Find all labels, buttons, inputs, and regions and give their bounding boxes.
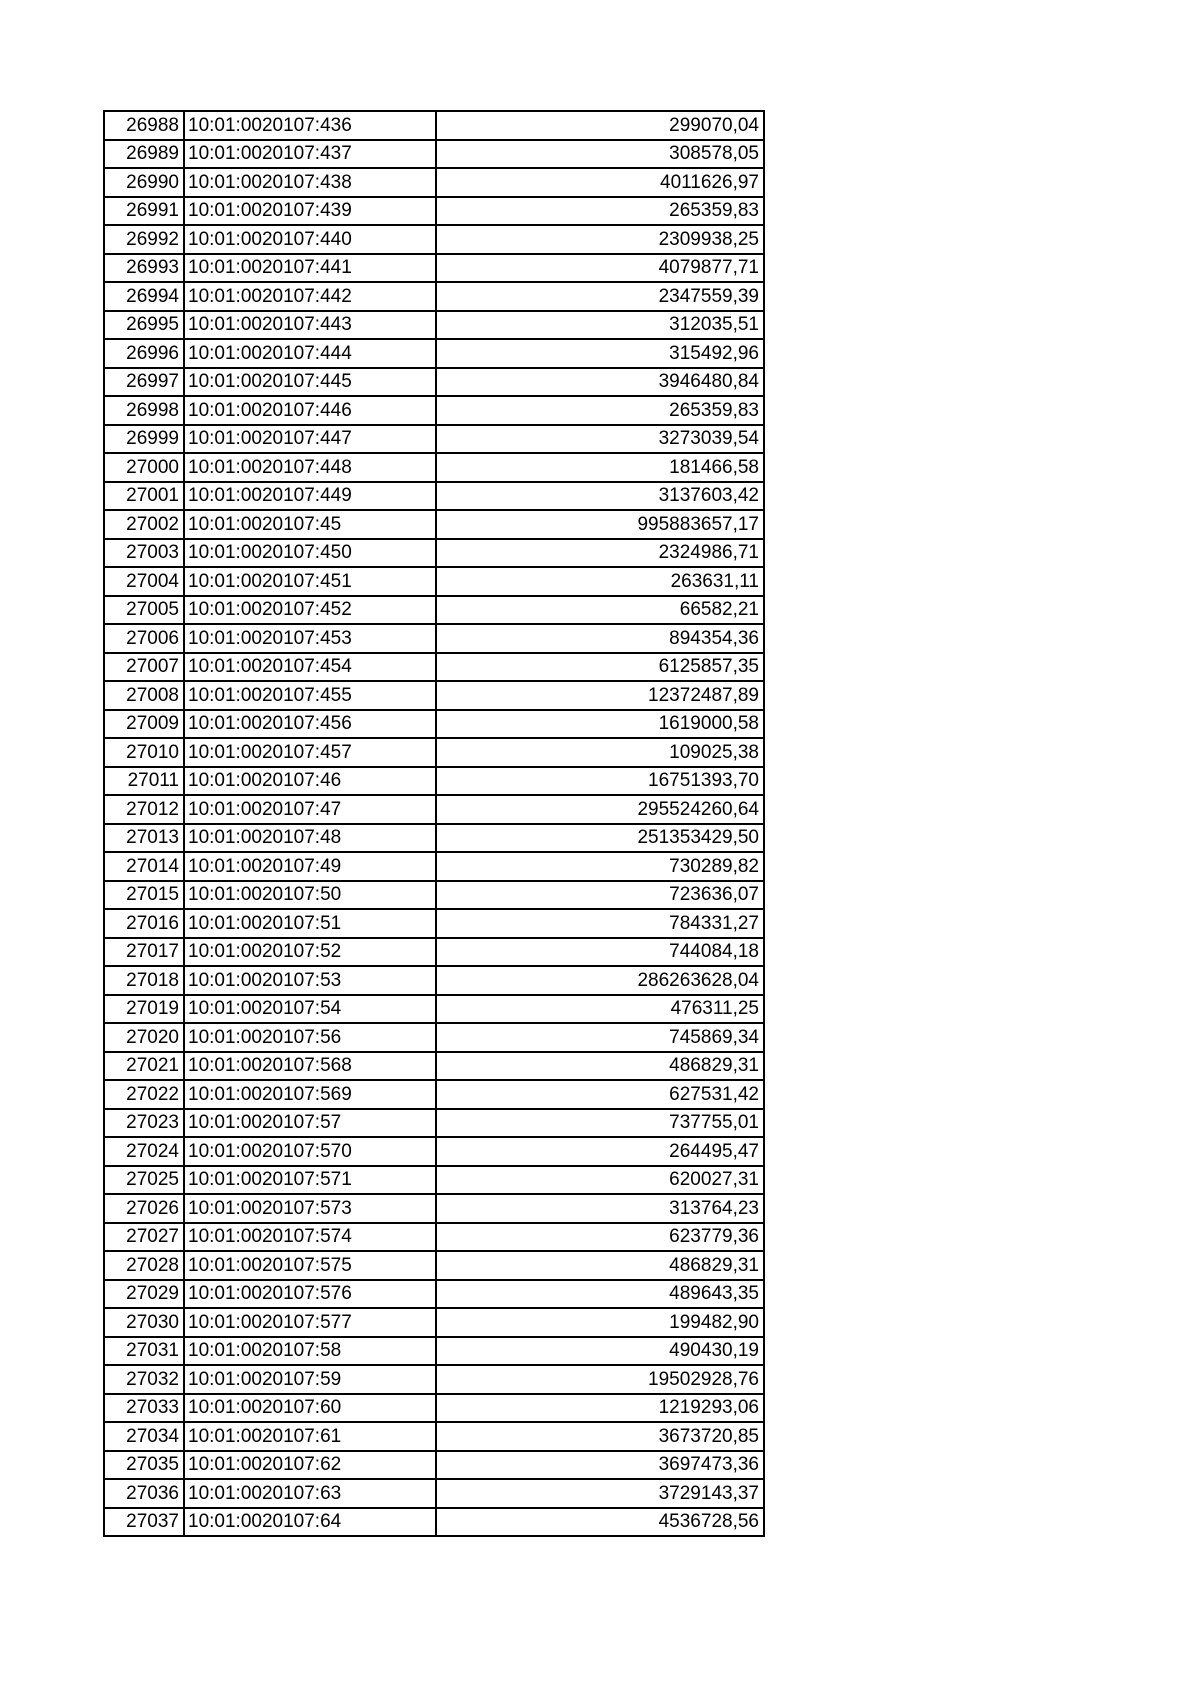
value-cell: 286263628,04 (436, 966, 764, 995)
row-number-cell: 27030 (104, 1308, 184, 1337)
cadastral-number-cell: 10:01:0020107:453 (184, 624, 436, 653)
row-number-cell: 26988 (104, 111, 184, 140)
row-number-cell: 27014 (104, 852, 184, 881)
cadastral-number-cell: 10:01:0020107:54 (184, 995, 436, 1024)
cadastral-number-cell: 10:01:0020107:64 (184, 1508, 436, 1537)
row-number-cell: 26992 (104, 225, 184, 254)
row-number-cell: 26997 (104, 368, 184, 397)
table-row (104, 567, 764, 596)
table-row (104, 1422, 764, 1451)
cadastral-number-cell: 10:01:0020107:52 (184, 938, 436, 967)
cadastral-number-cell: 10:01:0020107:457 (184, 738, 436, 767)
row-number-cell: 27002 (104, 510, 184, 539)
table-row (104, 824, 764, 853)
value-cell: 4011626,97 (436, 168, 764, 197)
row-number-cell: 26989 (104, 140, 184, 169)
value-cell: 723636,07 (436, 881, 764, 910)
table-row (104, 311, 764, 340)
table-row (104, 1194, 764, 1223)
value-cell: 313764,23 (436, 1194, 764, 1223)
value-cell: 263631,11 (436, 567, 764, 596)
row-number-cell: 27000 (104, 453, 184, 482)
row-number-cell: 27022 (104, 1080, 184, 1109)
row-number-cell: 27006 (104, 624, 184, 653)
cadastral-number-cell: 10:01:0020107:56 (184, 1023, 436, 1052)
row-number-cell: 27028 (104, 1251, 184, 1280)
row-number-cell: 27029 (104, 1280, 184, 1309)
row-number-cell: 26994 (104, 282, 184, 311)
row-number-cell: 26998 (104, 396, 184, 425)
value-cell: 486829,31 (436, 1251, 764, 1280)
row-number-cell: 27024 (104, 1137, 184, 1166)
cadastral-number-cell: 10:01:0020107:61 (184, 1422, 436, 1451)
cadastral-number-cell: 10:01:0020107:568 (184, 1052, 436, 1081)
cadastral-number-cell: 10:01:0020107:45 (184, 510, 436, 539)
table-row (104, 1052, 764, 1081)
row-number-cell: 27013 (104, 824, 184, 853)
value-cell: 19502928,76 (436, 1365, 764, 1394)
row-number-cell: 27037 (104, 1508, 184, 1537)
cadastral-number-cell: 10:01:0020107:437 (184, 140, 436, 169)
value-cell: 627531,42 (436, 1080, 764, 1109)
table-row (104, 1479, 764, 1508)
cadastral-number-cell: 10:01:0020107:456 (184, 710, 436, 739)
cadastral-number-cell: 10:01:0020107:577 (184, 1308, 436, 1337)
value-cell: 3137603,42 (436, 482, 764, 511)
table-row (104, 111, 764, 140)
cadastral-number-cell: 10:01:0020107:573 (184, 1194, 436, 1223)
table-row (104, 1109, 764, 1138)
value-cell: 3273039,54 (436, 425, 764, 454)
row-number-cell: 27003 (104, 539, 184, 568)
cadastral-number-cell: 10:01:0020107:449 (184, 482, 436, 511)
cadastral-value-table (103, 110, 765, 1537)
row-number-cell: 27025 (104, 1166, 184, 1195)
table-row (104, 254, 764, 283)
table-row (104, 482, 764, 511)
value-cell: 620027,31 (436, 1166, 764, 1195)
table-row (104, 767, 764, 796)
table-row (104, 1451, 764, 1480)
table-row (104, 738, 764, 767)
table-row (104, 1394, 764, 1423)
cadastral-number-cell: 10:01:0020107:46 (184, 767, 436, 796)
value-cell: 308578,05 (436, 140, 764, 169)
cadastral-number-cell: 10:01:0020107:442 (184, 282, 436, 311)
value-cell: 745869,34 (436, 1023, 764, 1052)
table-row (104, 197, 764, 226)
cadastral-number-cell: 10:01:0020107:570 (184, 1137, 436, 1166)
cadastral-number-cell: 10:01:0020107:447 (184, 425, 436, 454)
value-cell: 3729143,37 (436, 1479, 764, 1508)
value-cell: 264495,47 (436, 1137, 764, 1166)
value-cell: 4536728,56 (436, 1508, 764, 1537)
value-cell: 6125857,35 (436, 653, 764, 682)
cadastral-number-cell: 10:01:0020107:569 (184, 1080, 436, 1109)
value-cell: 181466,58 (436, 453, 764, 482)
cadastral-number-cell: 10:01:0020107:445 (184, 368, 436, 397)
row-number-cell: 27008 (104, 681, 184, 710)
table-row (104, 539, 764, 568)
table-row (104, 368, 764, 397)
row-number-cell: 27005 (104, 596, 184, 625)
value-cell: 486829,31 (436, 1052, 764, 1081)
table-row (104, 624, 764, 653)
row-number-cell: 26991 (104, 197, 184, 226)
cadastral-number-cell: 10:01:0020107:438 (184, 168, 436, 197)
table-row (104, 425, 764, 454)
row-number-cell: 26995 (104, 311, 184, 340)
value-cell: 730289,82 (436, 852, 764, 881)
row-number-cell: 26993 (104, 254, 184, 283)
row-number-cell: 27016 (104, 909, 184, 938)
row-number-cell: 27020 (104, 1023, 184, 1052)
row-number-cell: 27033 (104, 1394, 184, 1423)
row-number-cell: 27018 (104, 966, 184, 995)
value-cell: 623779,36 (436, 1223, 764, 1252)
cadastral-number-cell: 10:01:0020107:62 (184, 1451, 436, 1480)
row-number-cell: 27015 (104, 881, 184, 910)
row-number-cell: 27031 (104, 1337, 184, 1366)
value-cell: 299070,04 (436, 111, 764, 140)
cadastral-number-cell: 10:01:0020107:455 (184, 681, 436, 710)
table-row (104, 1280, 764, 1309)
row-number-cell: 27011 (104, 767, 184, 796)
table-row (104, 339, 764, 368)
cadastral-number-cell: 10:01:0020107:47 (184, 795, 436, 824)
table-row (104, 140, 764, 169)
cadastral-number-cell: 10:01:0020107:59 (184, 1365, 436, 1394)
table-row (104, 1308, 764, 1337)
cadastral-number-cell: 10:01:0020107:60 (184, 1394, 436, 1423)
value-cell: 109025,38 (436, 738, 764, 767)
table-row (104, 1137, 764, 1166)
value-cell: 265359,83 (436, 197, 764, 226)
table-row (104, 995, 764, 1024)
cadastral-number-cell: 10:01:0020107:454 (184, 653, 436, 682)
row-number-cell: 27023 (104, 1109, 184, 1138)
value-cell: 66582,21 (436, 596, 764, 625)
table-row (104, 282, 764, 311)
table-row (104, 1337, 764, 1366)
table-row (104, 938, 764, 967)
table-row (104, 881, 764, 910)
table-row (104, 653, 764, 682)
cadastral-number-cell: 10:01:0020107:451 (184, 567, 436, 596)
cadastral-number-cell: 10:01:0020107:446 (184, 396, 436, 425)
row-number-cell: 27019 (104, 995, 184, 1024)
row-number-cell: 27026 (104, 1194, 184, 1223)
cadastral-number-cell: 10:01:0020107:49 (184, 852, 436, 881)
cadastral-number-cell: 10:01:0020107:436 (184, 111, 436, 140)
value-cell: 265359,83 (436, 396, 764, 425)
cadastral-number-cell: 10:01:0020107:443 (184, 311, 436, 340)
value-cell: 489643,35 (436, 1280, 764, 1309)
row-number-cell: 27001 (104, 482, 184, 511)
value-cell: 312035,51 (436, 311, 764, 340)
row-number-cell: 27017 (104, 938, 184, 967)
table-row (104, 795, 764, 824)
cadastral-number-cell: 10:01:0020107:63 (184, 1479, 436, 1508)
value-cell: 3946480,84 (436, 368, 764, 397)
row-number-cell: 27036 (104, 1479, 184, 1508)
cadastral-number-cell: 10:01:0020107:571 (184, 1166, 436, 1195)
cadastral-number-cell: 10:01:0020107:51 (184, 909, 436, 938)
cadastral-number-cell: 10:01:0020107:53 (184, 966, 436, 995)
value-cell: 490430,19 (436, 1337, 764, 1366)
table-body (104, 111, 764, 1536)
table-row (104, 168, 764, 197)
table-row (104, 453, 764, 482)
table-row (104, 966, 764, 995)
row-number-cell: 27004 (104, 567, 184, 596)
value-cell: 3697473,36 (436, 1451, 764, 1480)
table-row (104, 710, 764, 739)
cadastral-number-cell: 10:01:0020107:450 (184, 539, 436, 568)
value-cell: 12372487,89 (436, 681, 764, 710)
value-cell: 1619000,58 (436, 710, 764, 739)
table-row (104, 596, 764, 625)
row-number-cell: 27012 (104, 795, 184, 824)
table-row (104, 909, 764, 938)
value-cell: 4079877,71 (436, 254, 764, 283)
table-row (104, 1023, 764, 1052)
cadastral-number-cell: 10:01:0020107:57 (184, 1109, 436, 1138)
value-cell: 2324986,71 (436, 539, 764, 568)
value-cell: 995883657,17 (436, 510, 764, 539)
cadastral-number-cell: 10:01:0020107:48 (184, 824, 436, 853)
row-number-cell: 26990 (104, 168, 184, 197)
value-cell: 894354,36 (436, 624, 764, 653)
row-number-cell: 27010 (104, 738, 184, 767)
row-number-cell: 27027 (104, 1223, 184, 1252)
table-row (104, 681, 764, 710)
table-row (104, 1365, 764, 1394)
cadastral-number-cell: 10:01:0020107:440 (184, 225, 436, 254)
table-row (104, 225, 764, 254)
value-cell: 737755,01 (436, 1109, 764, 1138)
value-cell: 1219293,06 (436, 1394, 764, 1423)
table-row (104, 510, 764, 539)
cadastral-number-cell: 10:01:0020107:452 (184, 596, 436, 625)
table-row (104, 1251, 764, 1280)
table-row (104, 852, 764, 881)
row-number-cell: 26996 (104, 339, 184, 368)
row-number-cell: 27032 (104, 1365, 184, 1394)
cadastral-number-cell: 10:01:0020107:439 (184, 197, 436, 226)
table-row (104, 1080, 764, 1109)
cadastral-number-cell: 10:01:0020107:576 (184, 1280, 436, 1309)
value-cell: 784331,27 (436, 909, 764, 938)
cadastral-number-cell: 10:01:0020107:574 (184, 1223, 436, 1252)
value-cell: 295524260,64 (436, 795, 764, 824)
row-number-cell: 27035 (104, 1451, 184, 1480)
value-cell: 2309938,25 (436, 225, 764, 254)
row-number-cell: 27007 (104, 653, 184, 682)
value-cell: 251353429,50 (436, 824, 764, 853)
cadastral-number-cell: 10:01:0020107:58 (184, 1337, 436, 1366)
value-cell: 476311,25 (436, 995, 764, 1024)
cadastral-number-cell: 10:01:0020107:441 (184, 254, 436, 283)
row-number-cell: 27021 (104, 1052, 184, 1081)
value-cell: 2347559,39 (436, 282, 764, 311)
table-row (104, 1508, 764, 1537)
row-number-cell: 27034 (104, 1422, 184, 1451)
row-number-cell: 27009 (104, 710, 184, 739)
value-cell: 16751393,70 (436, 767, 764, 796)
value-cell: 315492,96 (436, 339, 764, 368)
table-row (104, 1166, 764, 1195)
table-row (104, 1223, 764, 1252)
cadastral-number-cell: 10:01:0020107:50 (184, 881, 436, 910)
cadastral-number-cell: 10:01:0020107:448 (184, 453, 436, 482)
cadastral-number-cell: 10:01:0020107:444 (184, 339, 436, 368)
row-number-cell: 26999 (104, 425, 184, 454)
table-row (104, 396, 764, 425)
cadastral-number-cell: 10:01:0020107:575 (184, 1251, 436, 1280)
value-cell: 744084,18 (436, 938, 764, 967)
value-cell: 199482,90 (436, 1308, 764, 1337)
value-cell: 3673720,85 (436, 1422, 764, 1451)
